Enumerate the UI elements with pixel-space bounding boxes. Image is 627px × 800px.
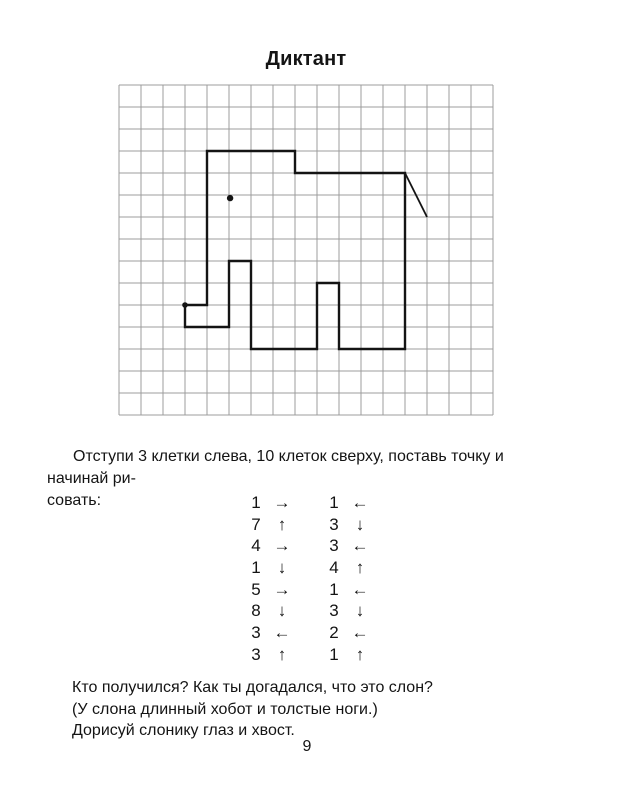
dictation-step-row: [246, 622, 372, 644]
step-count: 3: [251, 644, 261, 664]
page-number: 9: [302, 738, 312, 755]
step-count: 5: [251, 579, 261, 599]
dictation-steps: [246, 492, 372, 666]
step-count: 1: [329, 644, 339, 664]
arrow-left-icon: ←: [273, 623, 291, 643]
arrow-right-icon: →: [273, 536, 291, 556]
arrow-left-icon: ←: [351, 623, 369, 643]
arrow-up-icon: ↑: [355, 558, 365, 578]
step-count: 8: [251, 601, 261, 621]
arrow-down-icon: ↓: [277, 601, 287, 621]
dictation-step-row: [246, 644, 372, 666]
closing-line: Дорисуй слонику глаз и хвост.: [72, 722, 295, 740]
arrow-left-icon: ←: [351, 579, 369, 599]
step-count: 1: [251, 558, 261, 578]
dictation-step-row: [246, 600, 372, 622]
arrow-down-icon: ↓: [355, 514, 365, 534]
arrow-up-icon: ↑: [277, 514, 287, 534]
arrow-down-icon: ↓: [277, 558, 287, 578]
step-count: 3: [251, 623, 261, 643]
intro-line: Отступи 3 клетки слева, 10 клеток сверху, поставь точку и начинай ри-: [47, 448, 504, 487]
dictation-step-row: [246, 557, 372, 579]
step-count: 4: [329, 558, 339, 578]
intro-line: совать:: [47, 492, 102, 509]
arrow-left-icon: ←: [351, 493, 369, 512]
step-count: 7: [251, 514, 261, 534]
step-count: 1: [251, 493, 261, 512]
closing-paragraph: [72, 677, 552, 742]
dictation-step-row: [246, 579, 372, 601]
start-point-dot: [182, 302, 188, 308]
step-count: 1: [329, 579, 339, 599]
dictation-step-row: [246, 535, 372, 557]
elephant-eye-dot: [227, 195, 233, 201]
closing-line: Кто получился? Как ты догадался, что это слон?: [72, 679, 433, 696]
step-count: 2: [329, 623, 339, 643]
step-count: 3: [329, 514, 339, 534]
dictation-step-row: [246, 514, 372, 536]
closing-line: (У слона длинный хобот и толстые ноги.): [72, 700, 378, 718]
arrow-left-icon: ←: [351, 536, 369, 556]
arrow-right-icon: →: [273, 493, 291, 512]
page-title: Диктант: [265, 48, 347, 70]
dictation-step-row: [246, 492, 372, 514]
arrow-down-icon: ↓: [355, 601, 365, 621]
dictation-grid-figure: [118, 84, 494, 416]
arrow-up-icon: ↑: [277, 644, 287, 664]
step-count: 3: [329, 601, 339, 621]
arrow-right-icon: →: [273, 579, 291, 599]
grid-lines: [119, 85, 493, 415]
arrow-up-icon: ↑: [355, 644, 365, 664]
step-count: 3: [329, 536, 339, 556]
step-count: 4: [251, 536, 261, 556]
step-count: 1: [329, 493, 339, 512]
